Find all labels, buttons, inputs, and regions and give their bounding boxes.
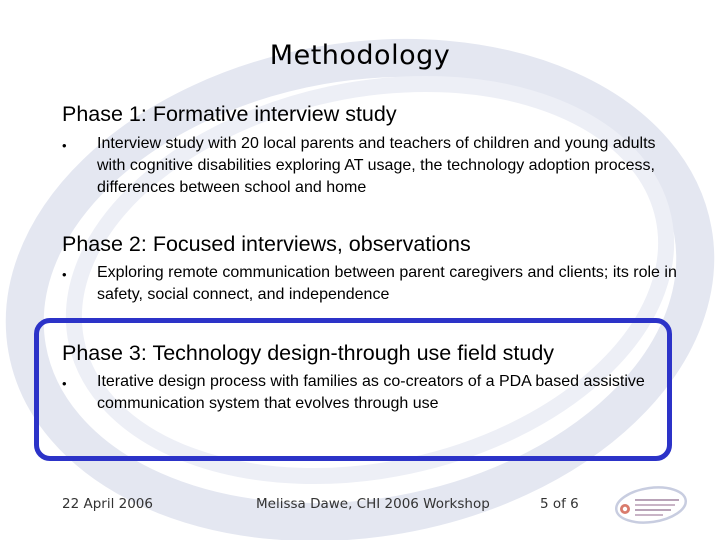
phase-3-bullet: •	[62, 376, 67, 391]
phase-3-text: Iterative design process with families as co-creators of a PDA based assistive communication system that evolves through use	[97, 373, 645, 412]
phase-2-heading: Phase 2: Focused interviews, observations	[62, 232, 471, 256]
organization-logo-icon	[614, 485, 688, 525]
phase-3-heading: Phase 3: Technology design-through use field study	[62, 341, 555, 365]
phase-2-text: Exploring remote communication between parent caregivers and clients; its role in safety, social connect, and independence	[97, 264, 677, 303]
footer-presenter: Melissa Dawe, CHI 2006 Workshop	[256, 496, 490, 512]
phase-1-text: Interview study with 20 local parents and teachers of children and young adults with cognitive disabilities exploring AT usage, the technology adoption process, differences between school and home	[97, 135, 656, 196]
slide-title: Methodology	[269, 40, 451, 71]
phase-1-bullet: •	[62, 138, 67, 153]
footer-date: 22 April 2006	[62, 496, 153, 512]
footer-page-number: 5 of 6	[540, 496, 579, 512]
phase-1-heading: Phase 1: Formative interview study	[62, 102, 397, 126]
phase-2-bullet: •	[62, 267, 67, 282]
